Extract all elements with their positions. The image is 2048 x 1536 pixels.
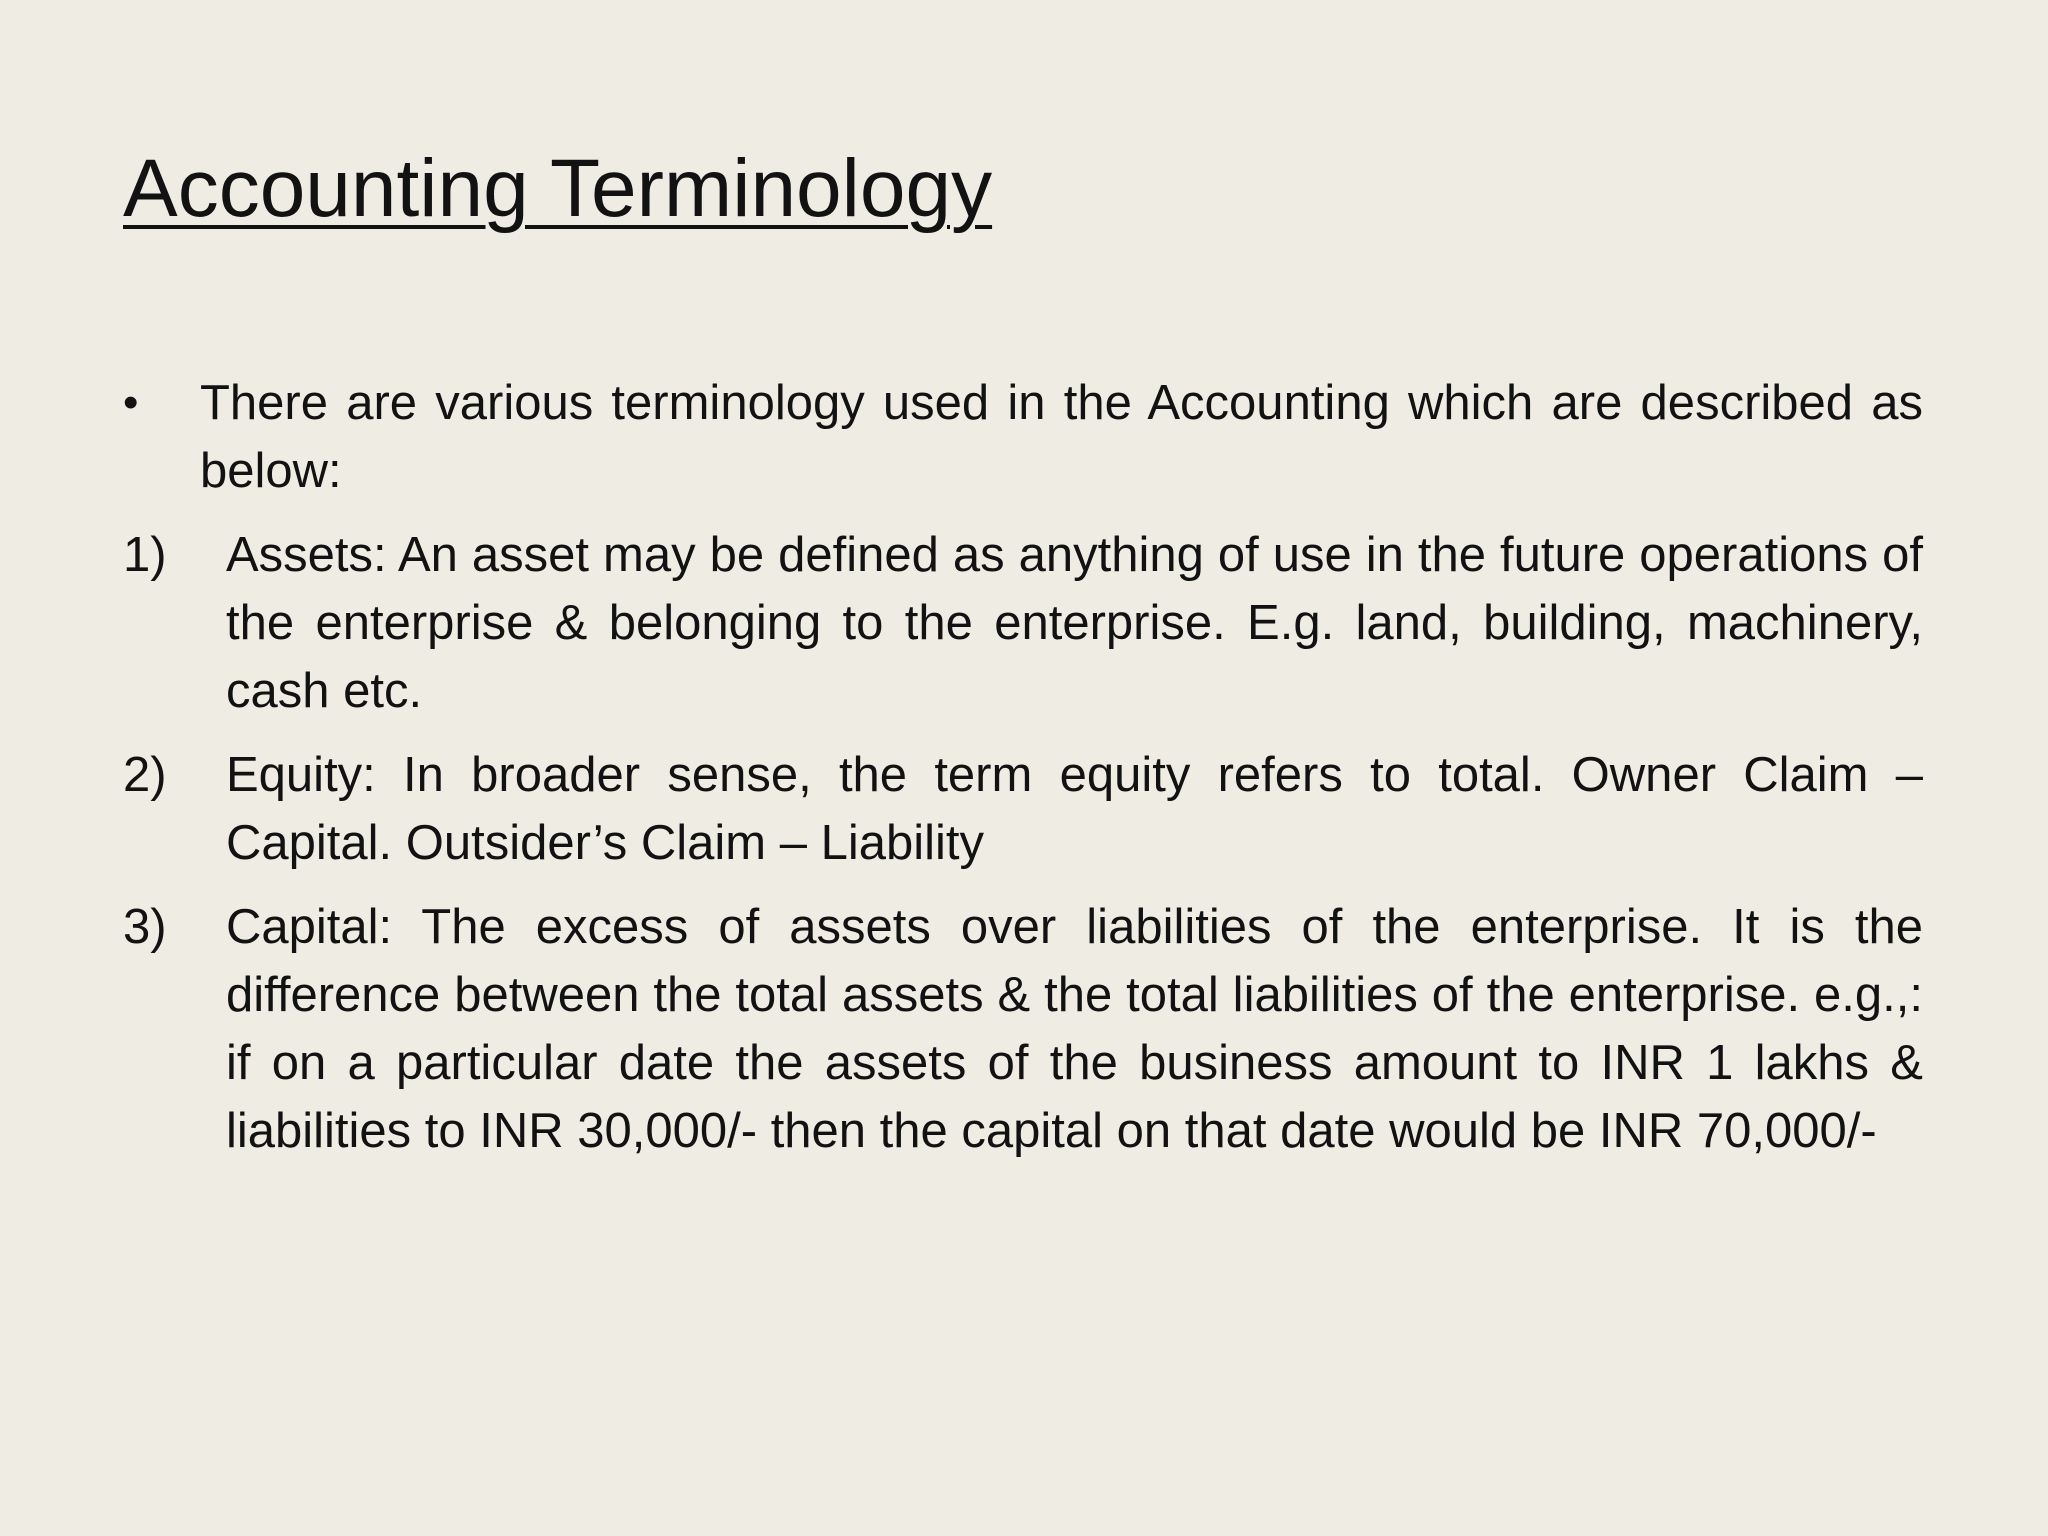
slide-body	[123, 369, 1923, 1181]
list-item-assets	[123, 521, 1923, 725]
list-item-capital	[123, 893, 1923, 1165]
list-item-text: Assets: An asset may be defined as anything of use in the future operations of the enterprise & belonging to the enterprise. E.g. land, building, machinery, cash etc.	[226, 528, 1923, 718]
intro-bullet-item	[123, 369, 1923, 505]
list-number: 2)	[123, 748, 167, 802]
bullet-icon: •	[123, 378, 139, 427]
list-number: 3)	[123, 900, 167, 954]
intro-text: There are various terminology used in the Accounting which are described as below:	[200, 376, 1923, 498]
slide-title: Accounting Terminology	[123, 143, 993, 234]
list-item-text: Equity: In broader sense, the term equity refers to total. Owner Claim – Capital. Outsider’s Claim – Liability	[226, 748, 1923, 870]
list-item-text: Capital: The excess of assets over liabilities of the enterprise. It is the difference between the total assets & the total liabilities of the enterprise. e.g.,: if on a particular date the assets of the business amount to INR 1 lakhs & liabilities to INR 30,000/- then the capital on that date would be INR 70,000/-	[226, 900, 1923, 1158]
list-item-equity	[123, 741, 1923, 877]
list-number: 1)	[123, 528, 167, 582]
